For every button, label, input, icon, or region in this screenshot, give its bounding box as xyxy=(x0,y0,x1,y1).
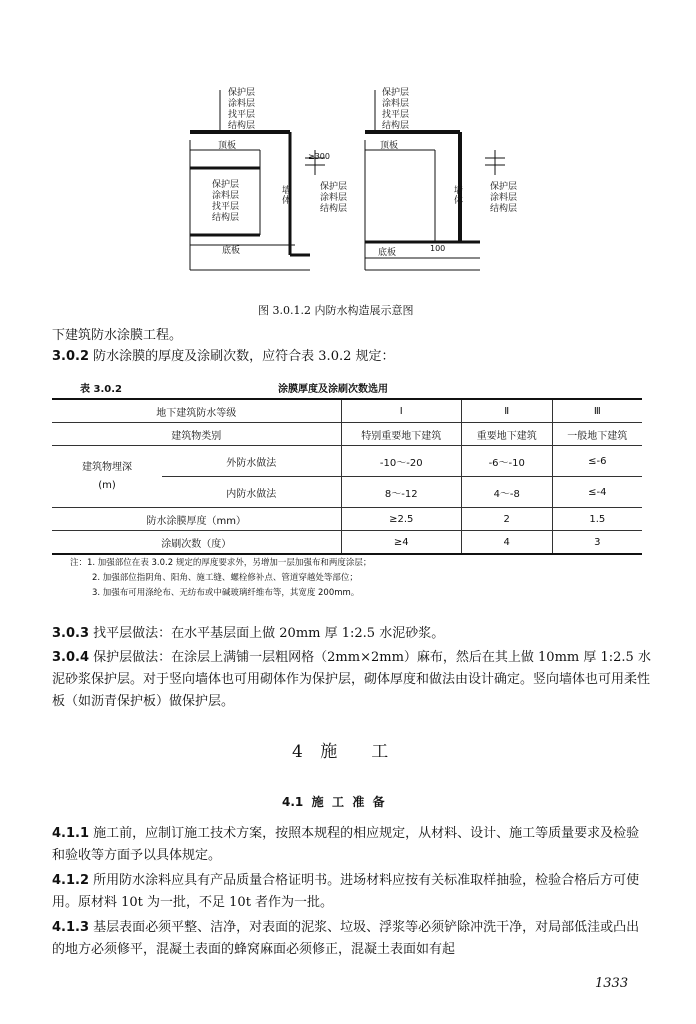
chapter-heading xyxy=(292,737,388,762)
table-row xyxy=(52,446,642,477)
clause-number: 4.1.1 xyxy=(52,826,90,841)
clause-number: 3.0.3 xyxy=(52,626,90,641)
left-floor-label: 底板 xyxy=(222,246,241,256)
note-2: 2. 加强部位指阴角、阳角、施工缝、螺栓修补点、管道穿越处等部位； xyxy=(92,573,358,583)
thickness-label: 防水涂膜厚度（mm） xyxy=(52,508,341,531)
inner-3: ≤-4 xyxy=(552,477,642,508)
clause-3-0-3 xyxy=(52,624,652,644)
left-dim-label: ≥300 xyxy=(308,152,330,161)
table-label: 表 3.0.2 xyxy=(80,384,122,395)
clause-text: 所用防水涂料应具有产品质量合格证明书。进场材料应按有关标准取样抽验，检验合格后方可使用。原材料 10t 为一批，不足 10t 者作为一批。 xyxy=(52,873,640,910)
clause-number: 4.1.3 xyxy=(52,920,90,935)
times-label: 涂刷次数（度） xyxy=(52,531,341,555)
clause-number: 4.1.2 xyxy=(52,873,90,888)
left-mid-layer-3: 找平层 xyxy=(212,202,240,212)
depth-header xyxy=(52,446,162,508)
grade-header: 地下建筑防水等级 xyxy=(52,399,341,423)
chapter-title: 施 工 xyxy=(320,742,389,762)
outer-3: ≤-6 xyxy=(552,446,642,477)
category-2: 重要地下建筑 xyxy=(461,423,552,446)
right-dim-label: 100 xyxy=(430,244,446,253)
right-side-layer-2: 涂料层 xyxy=(490,193,518,203)
outer-2: -6～-10 xyxy=(461,446,552,477)
left-top-layer-4: 结构层 xyxy=(228,121,256,131)
right-side-layer-1: 保护层 xyxy=(490,182,518,192)
clause-4-1-2 xyxy=(52,870,652,914)
inner-1: 8～-12 xyxy=(341,477,461,508)
note-3: 3. 加强布可用涤纶布、无纺布或中碱玻璃纤维布等，其宽度 200mm。 xyxy=(92,588,360,598)
category-1: 特别重要地下建筑 xyxy=(341,423,461,446)
grade-1: Ⅰ xyxy=(341,399,461,423)
table-row xyxy=(52,531,642,555)
clause-4-1-1 xyxy=(52,823,652,867)
left-mid-layer-1: 保护层 xyxy=(212,180,240,190)
clause-text: 防水涂膜的厚度及涂刷次数，应符合表 3.0.2 规定： xyxy=(93,349,395,364)
right-side-layer-3: 结构层 xyxy=(490,204,518,214)
clause-number: 3.0.2 xyxy=(52,349,90,364)
thickness-table xyxy=(52,398,642,555)
outer-label: 外防水做法 xyxy=(162,446,341,477)
left-side-layer-2: 涂料层 xyxy=(320,193,348,203)
paragraph-intro: 下建筑防水涂膜工程。 xyxy=(52,328,183,343)
clause-3-0-2 xyxy=(52,347,652,367)
table-notes xyxy=(70,556,371,601)
right-wall-label: 墙体 xyxy=(454,186,464,206)
table-row xyxy=(52,508,642,531)
right-floor-label: 底板 xyxy=(378,248,397,258)
thickness-1: ≥2.5 xyxy=(341,508,461,531)
chapter-number: 4 xyxy=(292,742,303,762)
right-top-layer-3: 找平层 xyxy=(382,110,410,120)
times-2: 4 xyxy=(461,531,552,555)
clause-text: 施工前，应制订施工技术方案，按照本规程的相应规定，从材料、设计、施工等质量要求及检验和验收等方面予以具体规定。 xyxy=(52,826,640,863)
figure-caption: 图 3.0.1.2 内防水构造展示意图 xyxy=(258,304,414,317)
left-roof-label: 顶板 xyxy=(218,141,237,151)
left-mid-layer-2: 涂料层 xyxy=(212,191,240,201)
grade-3: Ⅲ xyxy=(552,399,642,423)
clause-text: 基层表面必须平整、洁净，对表面的泥浆、垃圾、浮浆等必须铲除冲洗干净，对局部低洼或凸出的地方必须修平，混凝土表面的蜂窝麻面必须修正，混凝土表面如有起 xyxy=(52,920,640,957)
right-roof-label: 顶板 xyxy=(380,141,399,151)
right-top-layer-1: 保护层 xyxy=(382,88,410,98)
left-top-layer-2: 涂料层 xyxy=(228,99,256,109)
left-side-layer-3: 结构层 xyxy=(320,204,348,214)
clause-text: 找平层做法：在水平基层面上做 20mm 厚 1:2.5 水泥砂浆。 xyxy=(93,626,445,641)
inner-2: 4～-8 xyxy=(461,477,552,508)
clause-3-0-4 xyxy=(52,647,652,713)
category-header: 建筑物类别 xyxy=(52,423,341,446)
thickness-2: 2 xyxy=(461,508,552,531)
left-top-layer-1: 保护层 xyxy=(228,88,256,98)
times-3: 3 xyxy=(552,531,642,555)
right-top-layer-4: 结构层 xyxy=(382,121,410,131)
table-title: 涂膜厚度及涂刷次数选用 xyxy=(278,384,388,395)
table-row xyxy=(52,423,642,446)
category-3: 一般地下建筑 xyxy=(552,423,642,446)
clause-number: 3.0.4 xyxy=(52,650,90,665)
left-side-layer-1: 保护层 xyxy=(320,182,348,192)
left-mid-layer-4: 结构层 xyxy=(212,213,240,223)
table-row xyxy=(52,399,642,423)
thickness-3: 1.5 xyxy=(552,508,642,531)
page-number: 1333 xyxy=(595,976,629,991)
section-heading: 4.1 施 工 准 备 xyxy=(282,795,385,809)
inner-label: 内防水做法 xyxy=(162,477,341,508)
note-1: 注：1. 加强部位在表 3.0.2 规定的厚度要求外，另增加一层加强布和两度涂层； xyxy=(70,558,372,568)
depth-label: 建筑物埋深 xyxy=(82,461,132,473)
clause-4-1-3 xyxy=(52,917,652,961)
clause-text: 保护层做法：在涂层上满铺一层粗网格（2mm×2mm）麻布，然后在其上做 10mm 厚 1:2.5 水泥砂浆保护层。对于竖向墙体也可用砌体作为保护层，砌体厚度和做法由设计确定。竖向墙体也可用柔性板（如沥青保护板）做保护层。 xyxy=(52,650,651,709)
grade-2: Ⅱ xyxy=(461,399,552,423)
outer-1: -10～-20 xyxy=(341,446,461,477)
times-1: ≥4 xyxy=(341,531,461,555)
left-wall-label: 墙体 xyxy=(282,186,292,206)
right-top-layer-2: 涂料层 xyxy=(382,99,410,109)
depth-unit: (m) xyxy=(98,479,116,491)
left-detail xyxy=(190,90,325,270)
left-top-layer-3: 找平层 xyxy=(228,110,256,120)
